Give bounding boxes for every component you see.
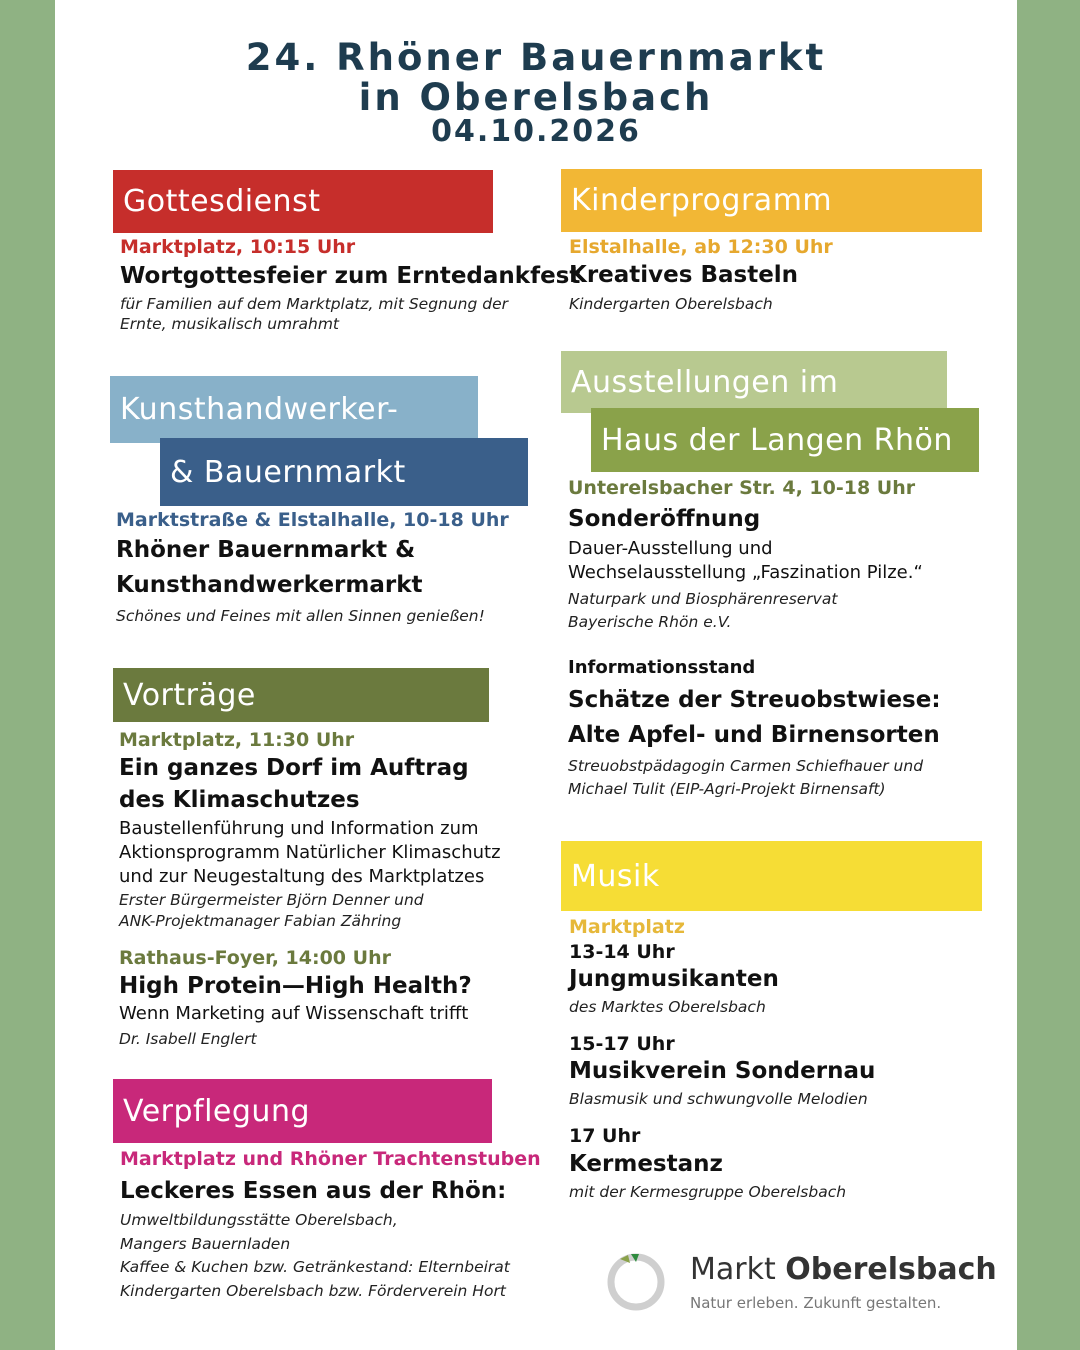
talk2-sub: Wenn Marketing auf Wissenschaft trifft [119,1003,469,1024]
musik-slot1-title: Jungmusikanten [569,966,779,992]
gottesdienst-location: Marktplatz, 10:15 Uhr [120,236,356,258]
kunst-title-line2: Kunsthandwerkermarkt [116,572,423,598]
talk1-sub-line3: und zur Neugestaltung des Marktplatzes [119,866,485,887]
musik-slot3-title: Kermestanz [569,1151,723,1177]
ausstellung-desc-line1: Naturpark und Biosphärenreservat [568,590,838,608]
talk1-sub-line1: Baustellenführung und Information zum [119,818,479,839]
poster-title-line2: in Oberelsbach [358,76,714,119]
kinder-location: Elstalhalle, ab 12:30 Uhr [569,236,833,258]
gottesdienst-desc-line1: für Familien auf dem Marktplatz, mit Segnung der [120,295,509,313]
verpflegung-location: Marktplatz und Rhöner Trachtenstuben [120,1148,541,1170]
musik-slot1-time: 13-14 Uhr [569,941,675,963]
info-title-line2: Alte Apfel- und Birnensorten [568,722,940,748]
verpflegung-desc-line3: Kaffee & Kuchen bzw. Getränkestand: Elternbeirat [120,1258,510,1276]
verpflegung-desc-line2: Mangers Bauernladen [120,1235,291,1253]
talk2-desc: Dr. Isabell Englert [119,1030,257,1048]
talk1-title-line1: Ein ganzes Dorf im Auftrag [119,755,469,781]
gottesdienst-desc-line2: Ernte, musikalisch umrahmt [120,315,339,333]
verpflegung-heading: Verpflegung [113,1079,492,1143]
musik-slot2-desc: Blasmusik und schwungvolle Melodien [569,1090,868,1108]
musik-slot3-desc: mit der Kermesgruppe Oberelsbach [569,1183,847,1201]
poster-title-line1: 24. Rhöner Bauernmarkt [245,36,827,79]
kinder-heading: Kinderprogramm [561,169,982,232]
markt-oberelsbach-logo-icon [606,1252,666,1312]
musik-slot1-desc: des Marktes Oberelsbach [569,998,766,1016]
talk2-title: High Protein—High Health? [119,973,472,999]
talk2-location: Rathaus-Foyer, 14:00 Uhr [119,947,391,969]
musik-slot2-title: Musikverein Sondernau [569,1058,876,1084]
ausstellung-desc-line2: Bayerische Rhön e.V. [568,613,732,631]
ausstellung-heading-line1: Ausstellungen im [561,351,947,413]
gottesdienst-title: Wortgottesfeier zum Erntedankfest [120,263,581,289]
info-title-line1: Schätze der Streuobstwiese: [568,687,941,713]
talk1-desc-line2: ANK-Projektmanager Fabian Zähring [119,912,402,930]
logo-slogan: Natur erleben. Zukunft gestalten. [690,1294,942,1312]
kunst-title-line1: Rhöner Bauernmarkt & [116,537,416,563]
vortraege-heading: Vorträge [113,668,489,722]
logo-name: Markt Oberelsbach [690,1252,997,1287]
verpflegung-desc-line4: Kindergarten Oberelsbach bzw. Förderverein Hort [120,1282,506,1300]
kunst-heading-line2: & Bauernmarkt [160,438,528,506]
ausstellung-sub-line1: Dauer-Ausstellung und [568,538,773,559]
ausstellung-heading-line2: Haus der Langen Rhön [591,408,979,472]
kunst-location: Marktstraße & Elstalhalle, 10-18 Uhr [116,509,509,531]
kinder-title: Kreatives Basteln [569,262,799,288]
info-desc-line2: Michael Tulit (EIP-Agri-Projekt Birnensaft) [568,780,886,798]
kinder-desc: Kindergarten Oberelsbach [569,295,773,313]
musik-location: Marktplatz [569,916,685,938]
talk1-sub-line2: Aktionsprogramm Natürlicher Klimaschutz [119,842,501,863]
poster-date: 04.10.2026 [431,114,641,149]
talk1-title-line2: des Klimaschutzes [119,787,360,813]
kunst-heading-line1: Kunsthandwerker- [110,376,478,443]
gottesdienst-heading: Gottesdienst [113,170,493,233]
talk1-location: Marktplatz, 11:30 Uhr [119,729,355,751]
musik-slot2-time: 15-17 Uhr [569,1033,675,1055]
musik-heading: Musik [561,841,982,911]
verpflegung-desc-line1: Umweltbildungsstätte Oberelsbach, [120,1211,398,1229]
ausstellung-title: Sonderöffnung [568,506,761,532]
kunst-desc: Schönes und Feines mit allen Sinnen genießen! [116,607,485,625]
ausstellung-location: Unterelsbacher Str. 4, 10-18 Uhr [568,477,916,499]
verpflegung-title: Leckeres Essen aus der Rhön: [120,1178,507,1204]
ausstellung-sub-line2: Wechselausstellung „Faszination Pilze.“ [568,562,923,583]
info-desc-line1: Streuobstpädagogin Carmen Schiefhauer und [568,757,924,775]
poster [55,0,1017,1350]
info-label: Informationsstand [568,657,756,678]
musik-slot3-time: 17 Uhr [569,1125,641,1147]
talk1-desc-line1: Erster Bürgermeister Björn Denner und [119,891,424,909]
